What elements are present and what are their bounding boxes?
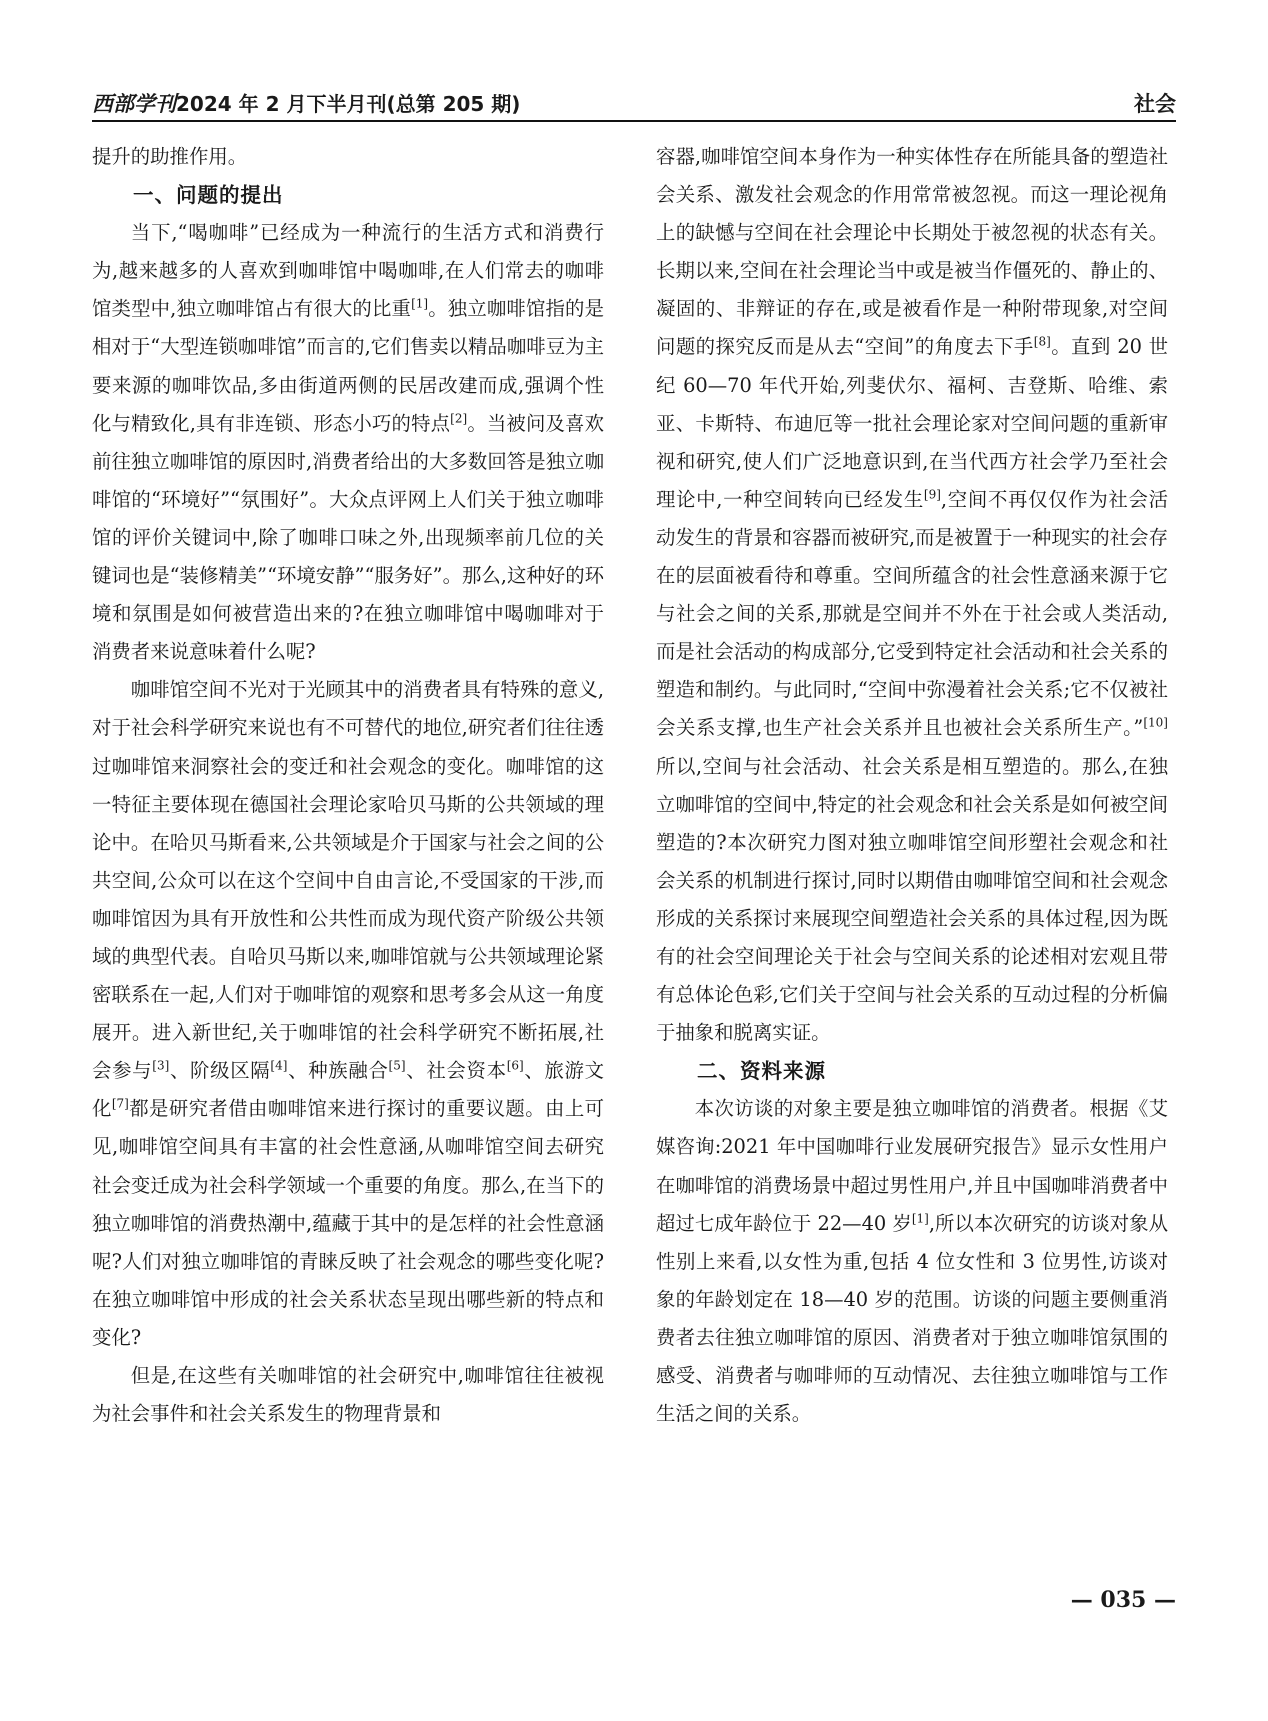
citation-ref: [6] <box>506 1058 524 1073</box>
citation-ref: [4] <box>270 1058 288 1073</box>
citation-ref: [10] <box>1143 715 1168 730</box>
citation-ref: [3] <box>152 1058 170 1073</box>
paragraph: 咖啡馆空间不光对于光顾其中的消费者具有特殊的意义,对于社会科学研究来说也有不可替代的地位,研究者们往往透过咖啡馆来洞察社会的变迁和社会观念的变化。咖啡馆的这一特征主要体现在德国社会理论家哈贝马斯的公共领域的理论中。在哈贝马斯看来,公共领域是介于国家与社会之间的公共空间,公众可以在这个空间中自由言论,不受国家的干涉,而咖啡馆因为具有开放性和公共性而成为现代资产阶级公共领域的典型代表。自哈贝马斯以来,咖啡馆就与公共领域理论紧密联系在一起,人们对于咖啡馆的观察和思考多会从这一角度展开。进入新世纪,关于咖啡馆的社会科学研究不断拓展,社会参与[3]、阶级区隔[4]、种族融合[5]、社会资本[6]、旅游文化[7]都是研究者借由咖啡馆来进行探讨的重要议题。由上可见,咖啡馆空间具有丰富的社会性意涵,从咖啡馆空间去研究社会变迁成为社会科学领域一个重要的角度。那么,在当下的独立咖啡馆的消费热潮中,蕴藏于其中的是怎样的社会性意涵呢?人们对独立咖啡馆的青睐反映了社会观念的哪些变化呢?在独立咖啡馆中形成的社会关系状态呈现出哪些新的特点和变化? <box>92 678 605 1349</box>
citation-ref: [9] <box>923 487 941 502</box>
citation-ref: [1] <box>411 296 429 311</box>
journal-logo: 西部学刊 <box>92 91 176 116</box>
running-header <box>92 86 1176 122</box>
citation-ref: [7] <box>111 1096 129 1111</box>
section-label: 社会 <box>1134 92 1176 116</box>
page-number: — 035 — <box>1070 1587 1176 1613</box>
citation-ref: [2] <box>450 411 468 426</box>
left-column <box>92 138 604 1433</box>
paragraph: 本次访谈的对象主要是独立咖啡馆的消费者。根据《艾媒咨询:2021 年中国咖啡行业发展研究报告》显示女性用户在咖啡馆的消费场景中超过男性用户,并且中国咖啡消费者中超过七成年龄位于 22—40 岁[1],所以本次研究的访谈对象从性别上来看,以女性为重,包括 4 位女性和 3 位男性,访谈对象的年龄划定在 18—40 岁的范围。访谈的问题主要侧重消费者去往独立咖啡馆的原因、消费者对于独立咖啡馆氛围的感受、消费者与咖啡师的互动情况、去往独立咖啡馆与工作生活之间的关系。 <box>656 1097 1168 1426</box>
citation-ref: [8] <box>1033 335 1051 349</box>
paragraph: 但是,在这些有关咖啡馆的社会研究中,咖啡馆往往被视为社会事件和社会关系发生的物理背景和 <box>92 1364 604 1426</box>
citation-ref: [1] <box>911 1211 929 1226</box>
paragraph-continued: 容器,咖啡馆空间本身作为一种实体性存在所能具备的塑造社会关系、激发社会观念的作用常常被忽视。而这一理论视角上的缺憾与空间在社会理论中长期处于被忽视的状态有关。长期以来,空间在社会理论当中或是被当作僵死的、静止的、凝固的、非辩证的存在,或是被看作是一种附带现象,对空间问题的探究反而是从去“空间”的角度去下手[8]。直到 20 世纪 60—70 年代开始,列斐伏尔、福柯、吉登斯、哈维、索亚、卡斯特、布迪厄等一批社会理论家对空间问题的重新审视和研究,使人们广泛地意识到,在当代西方社会学乃至社会理论中,一种空间转向已经发生[9],空间不再仅仅作为社会活动发生的背景和容器而被研究,而是被置于一种现实的社会存在的层面被看待和尊重。空间所蕴含的社会性意涵来源于它与社会之间的关系,那就是空间并不外在于社会或人类活动,而是社会活动的构成部分,它受到特定社会活动和社会关系的塑造和制约。与此同时,“空间中弥漫着社会关系;它不仅被社会关系支撑,也生产社会关系并且也被社会关系所生产。”[10]所以,空间与社会活动、社会关系是相互塑造的。那么,在独立咖啡馆的空间中,特定的社会观念和社会关系是如何被空间塑造的?本次研究力图对独立咖啡馆空间形塑社会观念和社会关系的机制进行探讨,同时以期借由咖啡馆空间和社会观念形成的关系探讨来展现空间塑造社会关系的具体过程,因为既有的社会空间理论关于社会与空间关系的论述相对宏观且带有总体论色彩,它们关于空间与社会关系的互动过程的分析偏于抽象和脱离实证。 <box>656 145 1168 1045</box>
journal-issue-line <box>92 88 520 118</box>
issue-label: 2024 年 2 月下半月刊(总第 205 期) <box>176 92 521 116</box>
paragraph-continued: 提升的助推作用。 <box>92 145 248 168</box>
section-heading-1: 一、问题的提出 <box>133 183 284 208</box>
right-column <box>656 138 1168 1433</box>
citation-ref: [5] <box>388 1058 406 1073</box>
paragraph: 当下,“喝咖啡”已经成为一种流行的生活方式和消费行为,越来越多的人喜欢到咖啡馆中喝咖啡,在人们常去的咖啡馆类型中,独立咖啡馆占有很大的比重[1]。独立咖啡馆指的是相对于“大型连锁咖啡馆”而言的,它们售卖以精品咖啡豆为主要来源的咖啡饮品,多由街道两侧的民居改建而成,强调个性化与精致化,具有非连锁、形态小巧的特点[2]。当被问及喜欢前往独立咖啡馆的原因时,消费者给出的大多数回答是独立咖啡馆的“环境好”“氛围好”。大众点评网上人们关于独立咖啡馆的评价关键词中,除了咖啡口味之外,出现频率前几位的关键词也是“装修精美”“环境安静”“服务好”。那么,这种好的环境和氛围是如何被营造出来的?在独立咖啡馆中喝咖啡对于消费者来说意味着什么呢? <box>92 221 604 664</box>
section-heading-2: 二、资料来源 <box>697 1059 826 1084</box>
